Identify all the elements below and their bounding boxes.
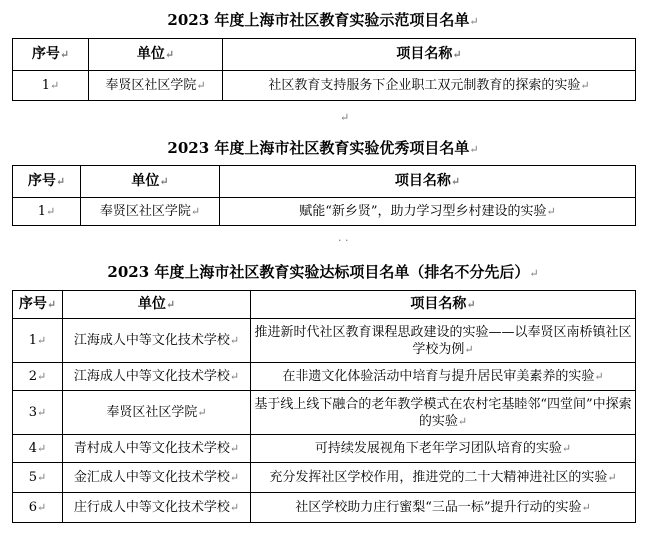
table-row (13, 198, 636, 226)
cell-name: 充分发挥社区学校作用，推进党的二十大精神进社区的实验↵ (251, 463, 636, 493)
table-header-row (13, 166, 636, 198)
table-row (13, 71, 636, 101)
cell-no: 1↵ (13, 71, 89, 101)
header-name: 项目名称↵ (220, 166, 636, 198)
excellent-projects-table (12, 165, 636, 226)
cell-no: 6↵ (13, 493, 63, 523)
cell-unit: 江海成人中等文化技术学校↵ (63, 363, 251, 391)
cell-unit: 奉贤区社区学院↵ (89, 71, 223, 101)
table-row (13, 363, 636, 391)
table3-title: 2023 年度上海市社区教育实验达标项目名单（排名不分先后）↵ (107, 263, 539, 281)
cell-name: 可持续发展视角下老年学习团队培育的实验↵ (251, 435, 636, 463)
table1-title: 2023 年度上海市社区教育实验示范项目名单↵ (167, 11, 479, 29)
table2-title: 2023 年度上海市社区教育实验优秀项目名单↵ (167, 139, 479, 157)
cell-unit: 金汇成人中等文化技术学校↵ (63, 463, 251, 493)
cell-unit: 奉贤区社区学院↵ (81, 198, 220, 226)
demo-projects-table (12, 38, 636, 101)
qualified-projects-table (12, 290, 636, 523)
cell-unit: 青村成人中等文化技术学校↵ (63, 435, 251, 463)
paragraph-mark: · · (338, 234, 349, 247)
header-no: 序号↵ (13, 166, 81, 198)
cell-unit: 江海成人中等文化技术学校↵ (63, 319, 251, 363)
cell-no: 5↵ (13, 463, 63, 493)
cell-no: 2↵ (13, 363, 63, 391)
cell-unit: 庄行成人中等文化技术学校↵ (63, 493, 251, 523)
table-row (13, 463, 636, 493)
header-unit: 单位↵ (89, 39, 223, 71)
header-no: 序号↵ (13, 39, 89, 71)
cell-name: 基于线上线下融合的老年教学模式在农村宅基睦邻“四堂间”中探索的实验↵ (251, 391, 636, 435)
cell-unit: 奉贤区社区学院↵ (63, 391, 251, 435)
cell-no: 3↵ (13, 391, 63, 435)
table-row (13, 493, 636, 523)
cell-no: 4↵ (13, 435, 63, 463)
table-row (13, 435, 636, 463)
header-unit: 单位↵ (81, 166, 220, 198)
cell-name: 赋能“新乡贤”，助力学习型乡村建设的实验↵ (220, 198, 636, 226)
cell-no: 1↵ (13, 198, 81, 226)
header-no: 序号↵ (13, 291, 63, 319)
table-header-row (13, 291, 636, 319)
header-unit: 单位↵ (63, 291, 251, 319)
paragraph-mark: ↵ (340, 111, 350, 124)
cell-name: 社区学校助力庄行蜜梨“三品一标”提升行动的实验↵ (251, 493, 636, 523)
cell-name: 推进新时代社区教育课程思政建设的实验——以奉贤区南桥镇社区学校为例↵ (251, 319, 636, 363)
header-name: 项目名称↵ (223, 39, 636, 71)
table-header-row (13, 39, 636, 71)
cell-name: 在非遗文化体验活动中培育与提升居民审美素养的实验↵ (251, 363, 636, 391)
cell-no: 1↵ (13, 319, 63, 363)
table-row (13, 391, 636, 435)
table-row (13, 319, 636, 363)
header-name: 项目名称↵ (251, 291, 636, 319)
cell-name: 社区教育支持服务下企业职工双元制教育的探索的实验↵ (223, 71, 636, 101)
